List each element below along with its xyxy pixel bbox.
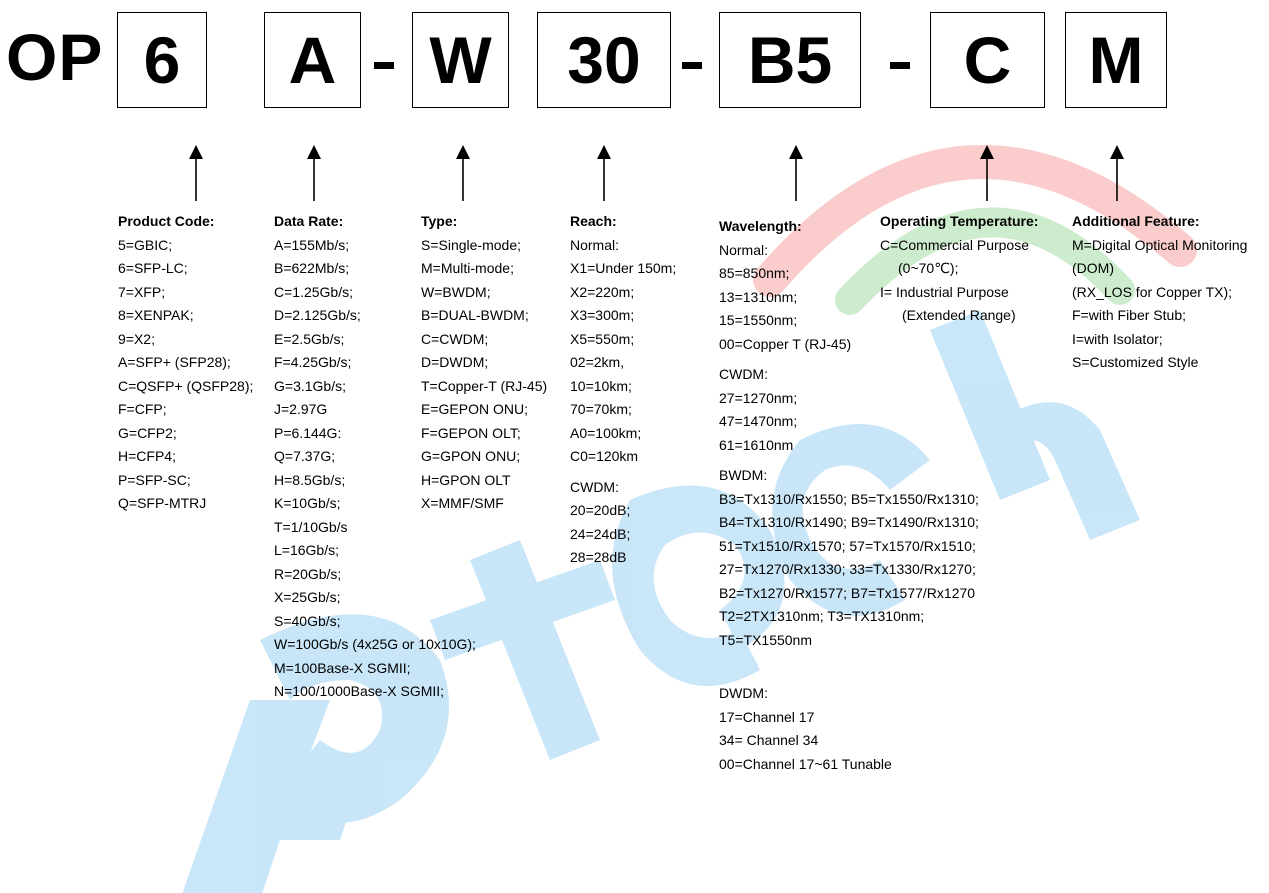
list-item: C=CWDM;: [421, 330, 489, 347]
list-item: B2=Tx1270/Rx1577; B7=Tx1577/Rx1270: [719, 584, 976, 601]
list-item: (RX_LOS for Copper TX);: [1072, 283, 1233, 300]
list-item: 27=1270nm;: [719, 389, 798, 406]
list-item: 9=X2;: [118, 330, 155, 347]
list-item: B=DUAL-BWDM;: [421, 307, 529, 323]
list-item: 34= Channel 34: [719, 732, 819, 748]
list-item: S=40Gb/s;: [274, 612, 341, 629]
column-header: Wavelength:: [719, 218, 802, 234]
code-prefix: OP: [6, 20, 104, 94]
list-item: K=10Gb/s;: [274, 495, 341, 511]
code-box-reach: 30: [537, 12, 671, 108]
list-item: B3=Tx1310/Rx1550; B5=Tx1550/Rx1310;: [719, 490, 979, 507]
column-product-code: [118, 210, 253, 516]
list-item: W=BWDM;: [421, 283, 491, 300]
code-box-feature: M: [1065, 12, 1167, 108]
code-box-rate: A: [264, 12, 361, 108]
list-item: Q=7.37G;: [274, 448, 336, 464]
group-title: Normal:: [719, 241, 769, 258]
list-item: G=CFP2;: [118, 424, 177, 441]
list-item: (DOM): [1072, 260, 1114, 276]
list-item: H=CFP4;: [118, 448, 176, 464]
list-item: 5=GBIC;: [118, 236, 173, 253]
code-box-temp: C: [930, 12, 1045, 108]
list-item: (Extended Range): [902, 307, 1016, 323]
column-operating-temperature: [880, 210, 1038, 328]
list-item: X2=220m;: [570, 283, 635, 300]
list-item: 47=1470nm;: [719, 413, 798, 429]
list-item: G=GPON ONU;: [421, 448, 521, 464]
list-item: 27=Tx1270/Rx1330; 33=Tx1330/Rx1270;: [719, 561, 976, 577]
arrow-up-icon: [596, 145, 612, 201]
arrow-up-icon: [1109, 145, 1125, 201]
list-item: F=CFP;: [118, 401, 167, 417]
list-item: H=8.5Gb/s;: [274, 471, 346, 488]
list-item: N=100/1000Base-X SGMII;: [274, 683, 445, 699]
list-item: X3=300m;: [570, 307, 635, 323]
list-item: X=25Gb/s;: [274, 589, 341, 605]
list-item: S=Customized Style: [1072, 354, 1199, 370]
list-item: 17=Channel 17: [719, 708, 815, 725]
column-header: Product Code:: [118, 213, 215, 229]
list-item: T=Copper-T (RJ-45): [421, 377, 548, 394]
list-item: 10=10km;: [570, 377, 632, 394]
list-item: 7=XFP;: [118, 283, 166, 300]
list-item: R=20Gb/s;: [274, 565, 342, 582]
list-item: X=MMF/SMF: [421, 495, 504, 511]
group-title: DWDM:: [719, 685, 768, 701]
list-item: J=2.97G: [274, 401, 328, 417]
group-title: CWDM:: [719, 366, 768, 382]
list-item: F=4.25Gb/s;: [274, 354, 352, 370]
list-item: X5=550m;: [570, 330, 635, 347]
arrow-up-icon: [188, 145, 204, 201]
list-item: Q=SFP-MTRJ: [118, 495, 207, 511]
list-item: 24=24dB;: [570, 525, 631, 542]
code-separator: [890, 62, 910, 69]
list-item: 02=2km,: [570, 354, 625, 370]
group-title: Normal:: [570, 236, 620, 253]
group-title: BWDM:: [719, 467, 768, 483]
code-box-type: W: [412, 12, 509, 108]
list-item: A=155Mb/s;: [274, 236, 350, 253]
column-header: Operating Temperature:: [880, 213, 1039, 229]
list-item: M=Digital Optical Monitoring: [1072, 236, 1248, 253]
list-item: W=100Gb/s (4x25G or 10x10G);: [274, 636, 476, 652]
code-box-wavelength: B5: [719, 12, 861, 108]
list-item: F=GEPON OLT;: [421, 424, 521, 441]
list-item: X1=Under 150m;: [570, 260, 677, 276]
list-item: 51=Tx1510/Rx1570; 57=Tx1570/Rx1510;: [719, 537, 976, 554]
code-separator: [682, 62, 702, 69]
list-item: A=SFP+ (SFP28);: [118, 354, 231, 370]
list-item: M=Multi-mode;: [421, 260, 514, 276]
list-item: G=3.1Gb/s;: [274, 377, 346, 394]
arrow-up-icon: [788, 145, 804, 201]
column-header: Data Rate:: [274, 213, 344, 229]
list-item: I=with Isolator;: [1072, 330, 1163, 347]
list-item: B=622Mb/s;: [274, 260, 350, 276]
list-item: C0=120km: [570, 448, 639, 464]
list-item: 70=70km;: [570, 401, 632, 417]
list-item: 61=1610nm: [719, 436, 794, 453]
code-box-product: 6: [117, 12, 207, 108]
column-header: Type:: [421, 213, 458, 229]
list-item: T5=TX1550nm: [719, 631, 812, 648]
list-item: 20=20dB;: [570, 502, 631, 518]
arrow-up-icon: [455, 145, 471, 201]
list-item: C=QSFP+ (QSFP28);: [118, 377, 254, 394]
arrow-up-icon: [306, 145, 322, 201]
list-item: D=2.125Gb/s;: [274, 307, 361, 323]
list-item: B4=Tx1310/Rx1490; B9=Tx1490/Rx1310;: [719, 514, 979, 530]
list-item: L=16Gb/s;: [274, 542, 339, 558]
list-item: H=GPON OLT: [421, 471, 511, 488]
list-item: 85=850nm;: [719, 265, 790, 281]
column-header: Additional Feature:: [1072, 213, 1200, 229]
list-item: 28=28dB: [570, 549, 627, 565]
arrow-up-icon: [979, 145, 995, 201]
column-type: [421, 210, 547, 516]
list-item: D=DWDM;: [421, 354, 489, 370]
list-item: 15=1550nm;: [719, 312, 798, 328]
list-item: P=SFP-SC;: [118, 471, 191, 488]
list-item: C=1.25Gb/s;: [274, 283, 353, 300]
list-item: T=1/10Gb/s: [274, 518, 348, 535]
list-item: T2=2TX1310nm; T3=TX1310nm;: [719, 608, 925, 624]
list-item: 8=XENPAK;: [118, 307, 194, 323]
list-item: 13=1310nm;: [719, 288, 798, 305]
list-item: C=Commercial Purpose: [880, 236, 1029, 253]
list-item: F=with Fiber Stub;: [1072, 307, 1186, 323]
list-item: I= Industrial Purpose: [880, 283, 1009, 300]
group-title: CWDM:: [570, 478, 619, 495]
list-item: E=GEPON ONU;: [421, 401, 528, 417]
list-item: E=2.5Gb/s;: [274, 330, 345, 347]
list-item: S=Single-mode;: [421, 236, 522, 253]
column-header: Reach:: [570, 213, 617, 229]
column-additional-feature: [1072, 210, 1247, 375]
column-reach: [570, 210, 676, 570]
list-item: A0=100km;: [570, 424, 642, 441]
list-item: P=6.144G:: [274, 424, 342, 441]
list-item: 6=SFP-LC;: [118, 260, 188, 276]
list-item: (0~70℃);: [898, 260, 959, 276]
list-item: 00=Copper T (RJ-45): [719, 335, 852, 352]
code-separator: [374, 62, 394, 69]
list-item: M=100Base-X SGMII;: [274, 659, 411, 676]
list-item: 00=Channel 17~61 Tunable: [719, 755, 892, 772]
